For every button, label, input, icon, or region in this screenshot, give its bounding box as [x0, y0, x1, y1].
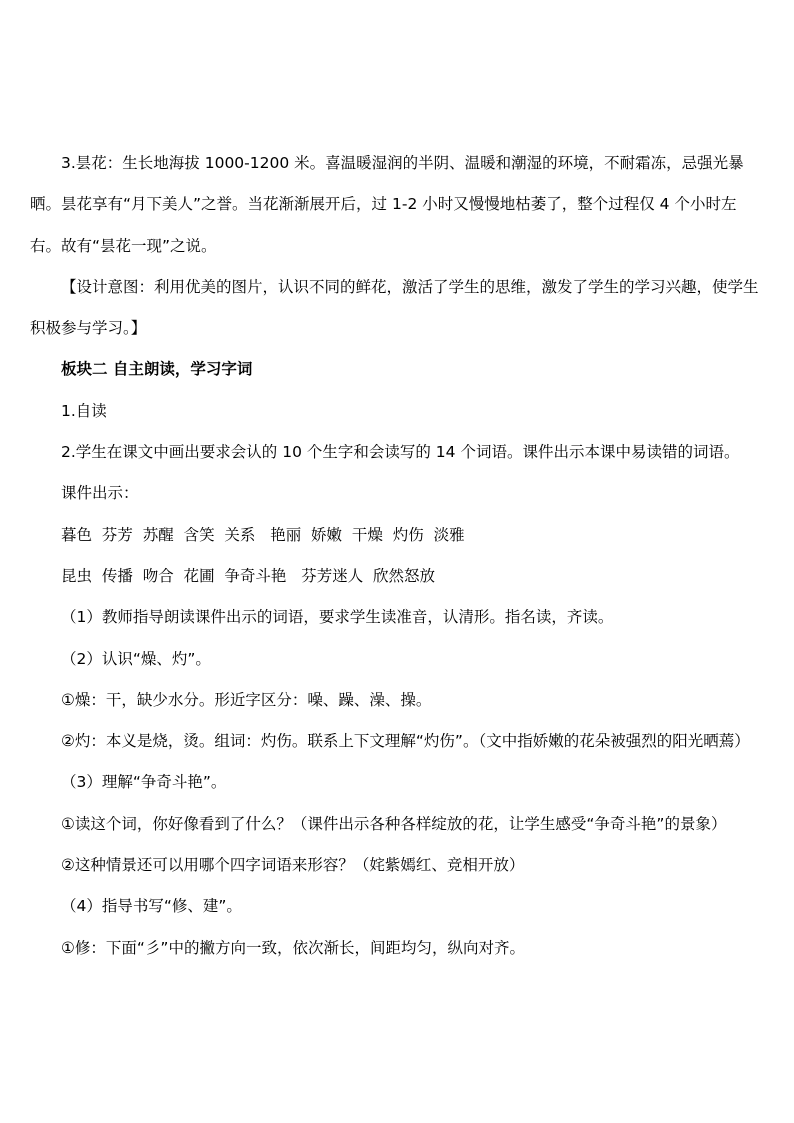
paragraph-four-char-word: ②这种情景还可以用哪个四字词语来形容？（姹紫嫣红、竞相开放） — [61, 856, 525, 875]
paragraph-zao: ①燥：干，缺少水分。形近字区分：噪、躁、澡、操。 — [61, 690, 432, 709]
document-body — [30, 143, 762, 969]
paragraph-courseware-label: 课件出示： — [61, 484, 139, 503]
section-heading: 板块二 自主朗读，学习字词 — [61, 360, 253, 379]
paragraph-step-3: （3）理解“争奇斗艳”。 — [61, 773, 227, 792]
paragraph-self-reading: 1.自读 — [61, 401, 107, 420]
paragraph-tanhua: 3.昙花：生长地海拔 1000-1200 米。喜温暖湿润的半阴、温暖和潮湿的环境，不耐霜冻，忌强光暴晒。昙花享有“月下美人”之誉。当花渐渐展开后，过 1-2 小时又慢慢地枯萎了，整个过程仅 4 个小时左右。故有“昙花一现”之说。 — [30, 154, 744, 255]
paragraph-xiu: ①修：下面“彡”中的撇方向一致，依次渐长，间距均匀，纵向对齐。 — [61, 938, 525, 957]
paragraph-zhuo: ②灼：本义是烧，烫。组词：灼伤。联系上下文理解“灼伤”。（文中指娇嫩的花朵被强烈的阳光晒蔫） — [61, 732, 750, 751]
paragraph-step-4: （4）指导书写“修、建”。 — [61, 897, 242, 916]
paragraph-step-1: （1）教师指导朗读课件出示的词语，要求学生读准音，认清形。指名读，齐读。 — [61, 608, 614, 627]
paragraph-design-intent: 【设计意图：利用优美的图片，认识不同的鲜花，激活了学生的思维，激发了学生的学习兴趣，使学生积极参与学习。】 — [30, 277, 759, 338]
word-list-row-1: 暮色 芬芳 苏醒 含笑 关系 艳丽 娇嫩 干燥 灼伤 淡雅 — [61, 525, 465, 544]
paragraph-new-words: 2.学生在课文中画出要求会认的 10 个生字和会读写的 14 个词语。课件出示本课中易读错的词语。 — [61, 443, 740, 462]
paragraph-step-2: （2）认识“燥、灼”。 — [61, 649, 211, 668]
paragraph-read-word: ①读这个词，你好像看到了什么？（课件出示各种各样绽放的花，让学生感受“争奇斗艳”的景象） — [61, 814, 727, 833]
word-list-row-2: 昆虫 传播 吻合 花圃 争奇斗艳 芬芳迷人 欣然怒放 — [61, 566, 436, 585]
